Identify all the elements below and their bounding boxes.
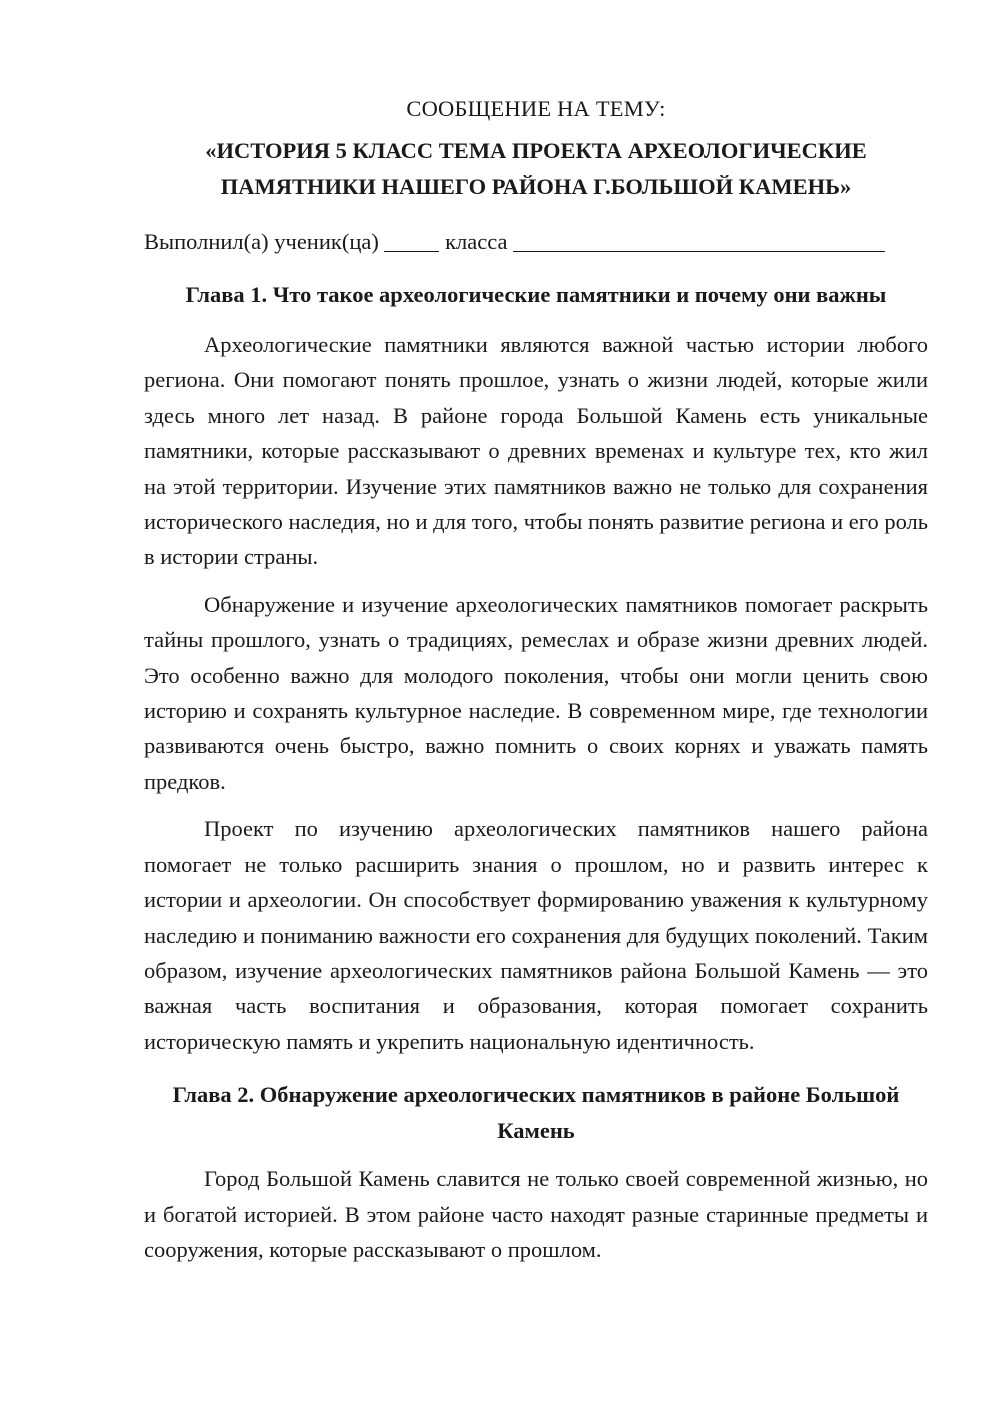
class-number-blank: [384, 229, 439, 252]
document-title: [144, 133, 928, 205]
chapter-1-heading: Глава 1. Что такое археологические памятники и почему они важны: [185, 282, 887, 307]
chapter-2-heading-line-2: Камень: [497, 1118, 575, 1144]
chapter-1-paragraph-3: Проект по изучению археологических памятников нашего района помогает не только расширить знания о прошлом, но и развить интерес к истории и археологии. Он способствует формированию уважения к культурному наследию и пониманию важности его сохранения для будущих поколений. Таким образом, изучение археологических памятников района Большой Камень — это важная часть воспитания и образования, которая помогает сохранить историческую память и укрепить национальную идентичность.: [144, 816, 928, 1054]
document-kicker: СООБЩЕНИЕ НА ТЕМУ:: [406, 96, 666, 121]
chapter-2-paragraph-1: Город Большой Камень славится не только своей современной жизнью, но и богатой историей. В этом районе часто находят разные старинные предметы и сооружения, которые рассказывают о прошлом.: [144, 1166, 928, 1262]
class-label: класса: [445, 229, 508, 254]
chapter-2-heading-line-1: Глава 2. Обнаружение археологических памятников в районе Большой: [172, 1082, 900, 1108]
document-title-line-2: ПАМЯТНИКИ НАШЕГО РАЙОНА Г.БОЛЬШОЙ КАМЕНЬ»: [220, 174, 852, 199]
document-page: [144, 92, 928, 1279]
author-name-blank: [513, 229, 885, 252]
document-title-line-1: «ИСТОРИЯ 5 КЛАСС ТЕМА ПРОЕКТА АРХЕОЛОГИЧЕСКИЕ: [205, 138, 867, 163]
author-line: [144, 225, 928, 259]
chapter-2-heading: [144, 1077, 928, 1149]
chapter-1-paragraph-1: Археологические памятники являются важной частью истории любого региона. Они помогают понять прошлое, узнать о жизни людей, которые жили здесь много лет назад. В районе города Большой Камень есть уникальные памятники, которые рассказывают о древних временах и культуре тех, кто жил на этой территории. Изучение этих памятников важно не только для сохранения исторического наследия, но и для того, чтобы понять развитие региона и его роль в истории страны.: [144, 332, 929, 570]
author-label: Выполнил(а) ученик(ца): [144, 229, 379, 254]
chapter-1-paragraph-2: Обнаружение и изучение археологических памятников помогает раскрыть тайны прошлого, узнать о традициях, ремеслах и образе жизни древних людей. Это особенно важно для молодого поколения, чтобы они могли ценить свою историю и сохранять культурное наследие. В современном мире, где технологии развиваются очень быстро, важно помнить о своих корнях и уважать память предков.: [144, 591, 928, 794]
